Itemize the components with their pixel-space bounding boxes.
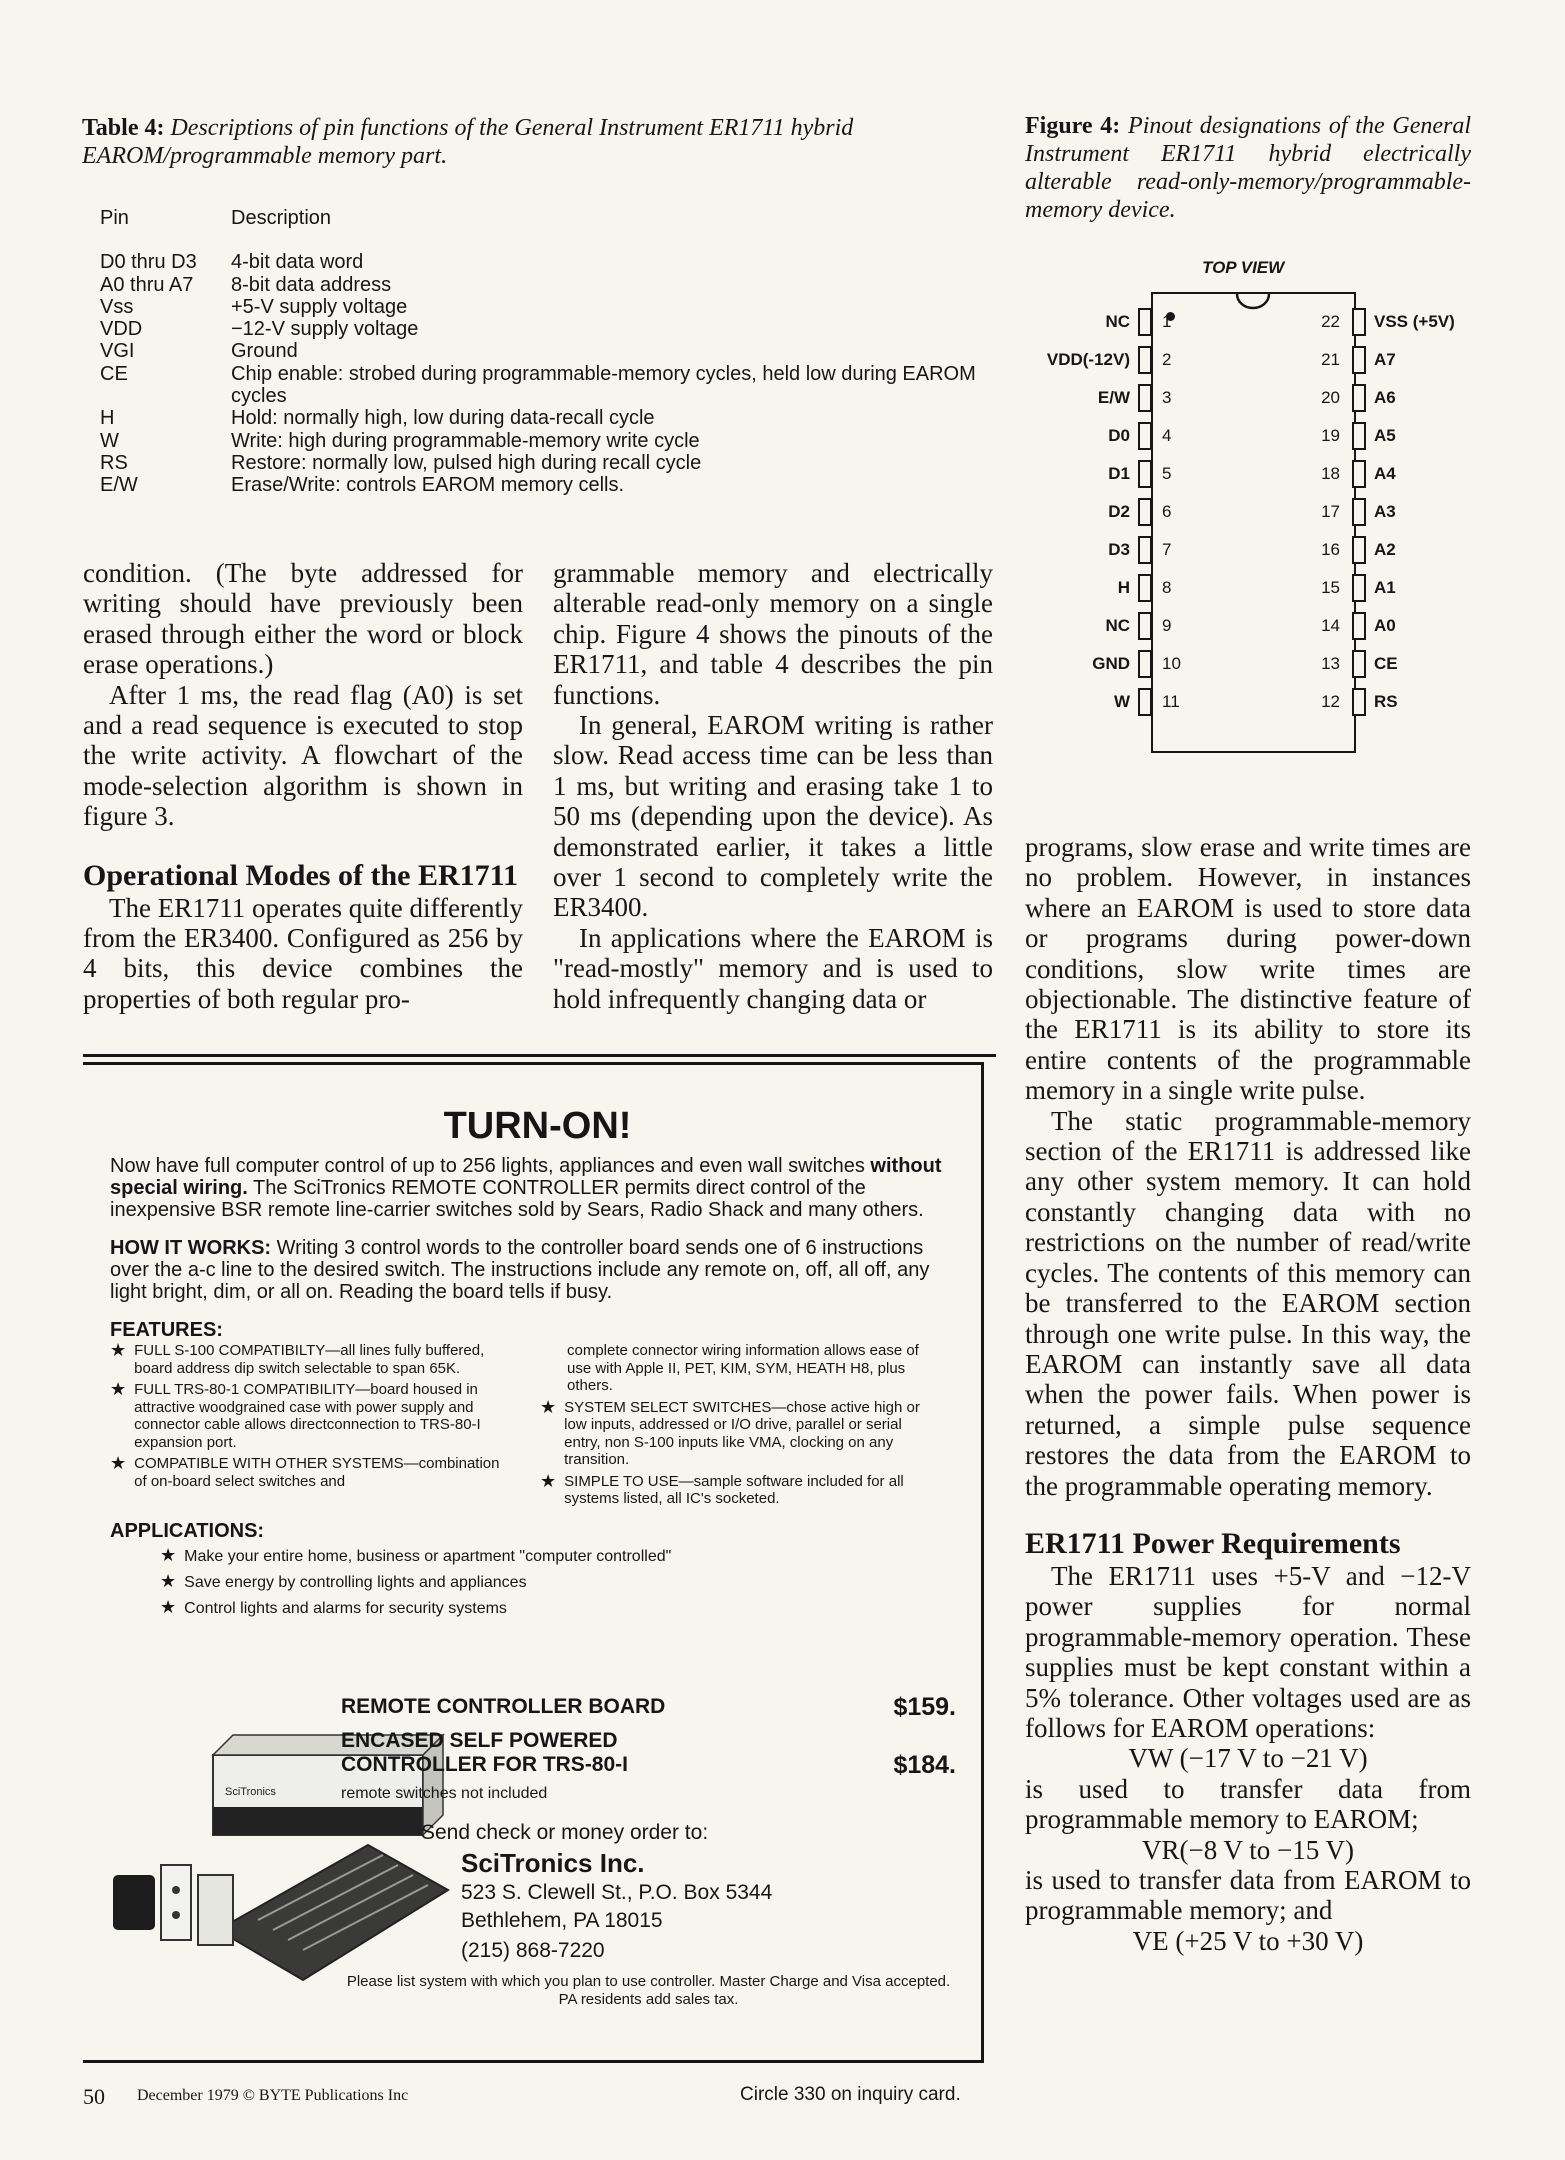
pin-number: 21 [1321, 350, 1340, 369]
pin-number: 1 [1162, 312, 1172, 331]
pin-label: A6 [1374, 388, 1396, 407]
pin-description: Chip enable: strobed during programmable-memory cycles, held low during EAROM cycles [231, 362, 976, 408]
chip-pin [1352, 612, 1366, 640]
pin-description: 4-bit data word [231, 251, 364, 274]
pin-table-row [100, 274, 990, 296]
pin-number: 13 [1321, 654, 1340, 673]
voltage-vw-text: is used to transfer data from programmable memory to EAROM; [1025, 1773, 1471, 1835]
application-item: ★ Control lights and alarms for security systems [160, 1596, 507, 1617]
pin-name: CE [100, 362, 128, 385]
chip-pin [1138, 460, 1152, 488]
pin-table-row [100, 363, 990, 408]
pin-label: D1 [1108, 464, 1130, 483]
star-icon: ★ [540, 1470, 557, 1491]
pin-label: NC [1105, 616, 1130, 635]
pin-description: Restore: normally low, pulsed high during recall cycle [231, 451, 702, 474]
star-icon: ★ [160, 1570, 177, 1591]
pin-label: A2 [1374, 540, 1396, 559]
pin-number: 10 [1162, 654, 1181, 673]
col1-paragraph-3: The ER1711 operates quite differently from the ER3400. Configured as 256 by 4 bits, this device combines the properties of both regular pro- [83, 892, 523, 1014]
pin-table-row [100, 430, 990, 452]
pin-description: Ground [231, 340, 298, 363]
pin-name: Vss [100, 295, 134, 318]
pin-label: A5 [1374, 426, 1396, 445]
pin-table-row [100, 251, 990, 273]
pin-table-row [100, 452, 990, 474]
table-caption-text: Descriptions of pin functions of the General Instrument ER1711 hybrid EAROM/programmable memory part. [82, 115, 854, 169]
feature-item: ★ SYSTEM SELECT SWITCHES—chose active high or low inputs, addressed or I/O drive, parallel or serial entry, non S-100 inputs like VMA, clocking on any transition. [540, 1396, 920, 1468]
pin-table-header [100, 207, 990, 229]
pin-number: 22 [1321, 312, 1340, 331]
pinout-diagram [1020, 280, 1490, 760]
figure-caption-label: Figure 4: [1025, 113, 1121, 139]
heading-power-requirements: ER1711 Power Requirements [1025, 1526, 1401, 1560]
pin-table-row [100, 318, 990, 340]
ad-address [341, 1819, 956, 1965]
pin-number: 18 [1321, 464, 1340, 483]
pin-number: 15 [1321, 578, 1340, 597]
pin-number: 19 [1321, 426, 1340, 445]
chip-pin [1138, 308, 1152, 336]
col1-paragraph-1: condition. (The byte addressed for writing should have previously been erased through either the word or block erase operations.) [83, 558, 523, 680]
star-icon: ★ [160, 1544, 177, 1565]
pin-label: W [1113, 692, 1130, 711]
pin-table-row [100, 340, 990, 362]
star-icon: ★ [110, 1453, 127, 1473]
pin-label: VDD(-12V) [1046, 350, 1130, 369]
pin-description: Hold: normally high, low during data-recall cycle [231, 407, 655, 430]
pin-number: 2 [1162, 350, 1172, 369]
chip-notch [1233, 292, 1273, 312]
star-icon: ★ [110, 1340, 127, 1360]
chip-pin [1138, 384, 1152, 412]
chip-pin [1138, 422, 1152, 450]
article-column-2 [553, 558, 993, 1014]
voltage-vr-text: is used to transfer data from EAROM to programmable memory; and [1025, 1865, 1471, 1926]
company-name: SciTronics Inc. [461, 1848, 645, 1878]
pin-name: VDD [100, 318, 143, 341]
pin-number: 16 [1321, 540, 1340, 559]
pin-number: 3 [1162, 388, 1172, 407]
pin-table-row [100, 407, 990, 429]
ad-order-block [341, 1695, 956, 2009]
chip-pin [1138, 650, 1152, 678]
pin-number: 6 [1162, 502, 1172, 521]
header-description: Description [231, 207, 332, 229]
pin-name: W [100, 429, 119, 452]
pin-label: E/W [1097, 388, 1130, 407]
voltage-vr: VR(−8 V to −15 V) [1142, 1834, 1354, 1865]
feature-continued: complete connector wiring information allows ease of use with Apple II, PET, KIM, SYM, HEATH H8, plus others. [567, 1342, 919, 1394]
chip-pin [1138, 346, 1152, 374]
ad-how-it-works: HOW IT WORKS: Writing 3 control words to the controller board sends one of 6 instructions over the a-c line to the desired switch. The instructions include any remote on, off, all off, any light bright, dim, or all on. Reading the board tells if busy. [110, 1237, 930, 1303]
article-column-1 [83, 558, 523, 1014]
table-caption-label: Table 4: [82, 115, 165, 141]
product-line-2: ENCASED SELF POWERED CONTROLLER FOR TRS-80-I $184. [341, 1729, 956, 1779]
col2-paragraph-3: In applications where the EAROM is "read-mostly" memory and is used to hold infrequently changing data or [553, 922, 993, 1014]
pin-label: GND [1092, 654, 1130, 673]
pin-label: A7 [1374, 350, 1396, 369]
star-icon: ★ [160, 1596, 177, 1617]
features-col-left [110, 1342, 505, 1508]
application-item: ★ Save energy by controlling lights and appliances [160, 1570, 527, 1591]
ad-top-rule [83, 1054, 996, 1057]
pin-number: 5 [1162, 464, 1172, 483]
features-col-right [540, 1342, 940, 1508]
pin-label: A4 [1374, 464, 1396, 483]
pin-label: H [1117, 578, 1130, 597]
ad-features [110, 1342, 965, 1508]
pin-number: 14 [1321, 616, 1340, 635]
feature-item: ★ FULL TRS-80-1 COMPATIBILITY—board housed in attractive woodgrained case with power supply and connector cable allows directconnection to TRS-80-I expansion port. [110, 1379, 481, 1451]
ad-applications [110, 1543, 965, 1621]
pin-table-row [100, 474, 990, 496]
svg-text:SciTronics: SciTronics [225, 1786, 276, 1798]
address-line-1: 523 S. Clewell St., P.O. Box 5344 [461, 1881, 773, 1904]
ad-intro: Now have full computer control of up to 256 lights, appliances and even wall switches without special wiring. The SciTronics REMOTE CONTROLLER permits direct control of the inexpensive BSR remote line-carrier switches sold by Sears, Radio Shack and many others. [110, 1155, 942, 1221]
pin-label: CE [1374, 654, 1398, 673]
pin-name: E/W [100, 474, 138, 497]
pin-name: H [100, 407, 115, 430]
pin-label: A1 [1374, 578, 1396, 597]
col1-paragraph-2: After 1 ms, the read flag (A0) is set and a read sequence is executed to stop the write activity. A flowchart of the mode-selection algorithm is shown in figure 3. [83, 679, 523, 832]
pin-label: D2 [1108, 502, 1130, 521]
voltage-ve: VE (+25 V to +30 V) [1132, 1925, 1364, 1956]
chip-pin [1138, 612, 1152, 640]
col3-paragraph-2: The static programmable-memory section of the ER1711 is addressed like any other system memory. It can hold constantly changing data with no restrictions on the number of read/write cycles. The contents of this memory can be transferred to the EAROM section through one write pulse. In this way, the EAROM can instantly save all data when the power fails. When power is returned, a simple pulse sequence restores the data from the EAROM to the programmable operating memory. [1025, 1105, 1471, 1501]
feature-item: ★ FULL S-100 COMPATIBILTY—all lines fully buffered, board address dip switch selectable to span 65K. [110, 1340, 485, 1377]
col2-paragraph-1: grammable memory and electrically alterable read-only memory on a single chip. Figure 4 shows the pinouts of the ER1711, and table 4 describes the pin functions. [553, 558, 993, 710]
pin-number: 8 [1162, 578, 1172, 597]
pin-name: VGI [100, 340, 135, 363]
ad-features-label: FEATURES: [110, 1319, 223, 1341]
star-icon: ★ [110, 1379, 127, 1399]
pin-name: A0 thru A7 [100, 273, 194, 296]
pin-number: 7 [1162, 540, 1172, 559]
feature-item: ★ COMPATIBLE WITH OTHER SYSTEMS—combination of on-board select switches and [110, 1453, 500, 1490]
col2-paragraph-2: In general, EAROM writing is rather slow. Read access time can be less than 1 ms, but writing and erasing take 1 to 50 ms (depending upon the device). As demonstrated earlier, it takes a little over 1 second to completely write the ER3400. [553, 710, 993, 923]
application-item: ★ Make your entire home, business or apartment "computer controlled" [160, 1544, 672, 1565]
publication-line: December 1979 © BYTE Publications Inc [137, 2087, 409, 2104]
phone-number: (215) 868-7220 [461, 1939, 605, 1962]
voltage-vw: VW (−17 V to −21 V) [1128, 1743, 1368, 1774]
pin-label: VSS (+5V) [1374, 312, 1455, 331]
pin-number: 4 [1162, 426, 1172, 445]
advertisement [83, 1062, 984, 2063]
pin-number: 11 [1162, 692, 1180, 711]
pin-number: 20 [1321, 388, 1340, 407]
chip-pin [1352, 308, 1366, 336]
chip-pin [1138, 498, 1152, 526]
figure-caption [1025, 112, 1471, 224]
page-number: 50 [83, 2084, 105, 2109]
figure-caption-text: Pinout designations of the General Instrument ER1711 hybrid electrically alterable read-only-memory/programmable-memory device. [1025, 113, 1472, 223]
article-column-3 [1025, 832, 1471, 1956]
chip-pin [1138, 688, 1152, 716]
chip-pin [1352, 384, 1366, 412]
pin-description: −12-V supply voltage [231, 318, 419, 341]
ad-title: TURN-ON! [443, 1105, 632, 1147]
inquiry-card-note: Circle 330 on inquiry card. [740, 2084, 961, 2105]
send-check: Send check or money order to: [421, 1821, 709, 1844]
heading-operational-modes: Operational Modes of the ER1711 [83, 858, 518, 892]
pin-name: RS [100, 451, 128, 474]
chip-pin [1352, 650, 1366, 678]
pin-description: Write: high during programmable-memory write cycle [231, 429, 700, 452]
pin-table-row [100, 296, 990, 318]
pin-table [100, 207, 990, 497]
order-note: Please list system with which you plan to use controller. Master Charge and Visa accepted. PA residents add sales tax. [346, 1973, 951, 2008]
chip-pin [1352, 688, 1366, 716]
table-caption [82, 114, 994, 170]
pin-label: A0 [1374, 616, 1396, 635]
chip-pin [1138, 536, 1152, 564]
header-pin: Pin [100, 207, 129, 229]
col3-paragraph-1: programs, slow erase and write times are no problem. However, in instances where an EAROM is used to store data or programs during power-down conditions, slow write times are objectionable. The distinctive feature of the ER1711 is its ability to store its entire contents of the programmable memory in a single write pulse. [1025, 832, 1471, 1106]
ad-applications-label: APPLICATIONS: [110, 1519, 265, 1542]
col3-paragraph-3: The ER1711 uses +5-V and −12-V power supplies for normal programmable-memory operation. These supplies must be kept constant within a 5% tolerance. Other voltages used are as follows for EAROM operations: [1025, 1560, 1471, 1743]
top-view-label: TOP VIEW [1202, 258, 1285, 277]
chip-pin [1352, 346, 1366, 374]
pin-number: 17 [1321, 502, 1340, 521]
chip-pin [1138, 574, 1152, 602]
chip-pin [1352, 422, 1366, 450]
pin-label: A3 [1374, 502, 1396, 521]
pin-description: Erase/Write: controls EAROM memory cells. [231, 474, 625, 497]
pin-label: D3 [1108, 540, 1130, 559]
pin-number: 12 [1321, 692, 1340, 711]
star-icon: ★ [540, 1396, 557, 1417]
pin-table-rows [100, 251, 990, 496]
pin-label: RS [1374, 692, 1398, 711]
chip-pin [1352, 498, 1366, 526]
not-included-note: remote switches not included [341, 1785, 548, 1802]
pin-label: D0 [1108, 426, 1130, 445]
chip-pin [1352, 460, 1366, 488]
address-line-2: Bethlehem, PA 18015 [461, 1909, 663, 1932]
pin-number: 9 [1162, 616, 1172, 635]
pin-description: 8-bit data address [231, 273, 392, 296]
product-line-1: REMOTE CONTROLLER BOARD $159. [341, 1693, 956, 1721]
chip-pin [1352, 574, 1366, 602]
pin-description: +5-V supply voltage [231, 295, 408, 318]
pin-name: D0 thru D3 [100, 251, 197, 274]
pin-label: NC [1105, 312, 1130, 331]
feature-item: ★ SIMPLE TO USE—sample software included for all systems listed, all IC's socketed. [540, 1470, 904, 1507]
chip-pin [1352, 536, 1366, 564]
